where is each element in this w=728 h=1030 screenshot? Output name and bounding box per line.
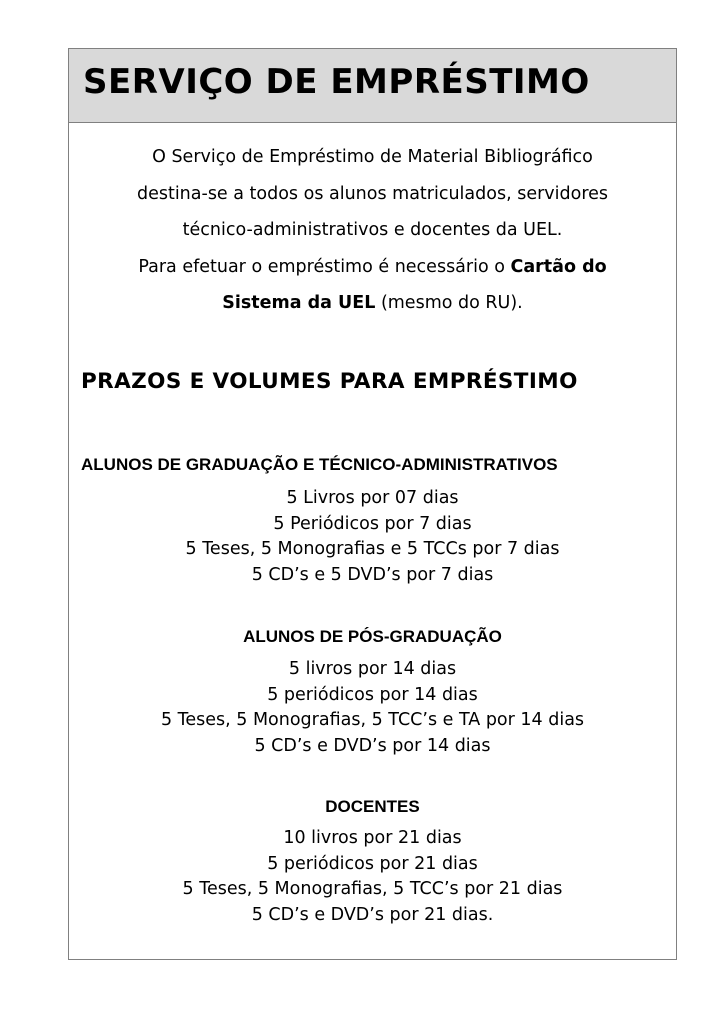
loan-rule: 5 periódicos por 14 dias <box>267 684 478 705</box>
intro-text: O Serviço de Empréstimo de Material Bibliográfico <box>152 147 593 167</box>
group-heading-faculty: DOCENTES <box>325 797 420 816</box>
loan-rule: 10 livros por 21 dias <box>283 828 462 848</box>
page-title: SERVIÇO DE EMPRÉSTIMO <box>83 62 590 102</box>
intro-line <box>69 285 676 322</box>
loan-rule: 5 Periódicos por 7 dias <box>273 513 472 534</box>
group-heading-graduation: ALUNOS DE GRADUAÇÃO E TÉCNICO-ADMINISTRATIVOS <box>81 455 558 474</box>
group-items-graduation <box>69 486 676 588</box>
loan-rule: 5 CD’s e DVD’s por 14 dias <box>254 735 491 756</box>
loan-rule: 5 CD’s e 5 DVD’s por 7 dias <box>251 564 494 585</box>
loan-rule: 5 livros por 14 dias <box>288 659 457 679</box>
card-name-bold: Sistema da UEL <box>222 293 376 313</box>
intro-line <box>69 249 676 286</box>
loan-rule: 5 Teses, 5 Monografias e 5 TCCs por 7 dias <box>185 539 560 559</box>
intro-text: (mesmo do RU). <box>375 293 523 313</box>
group-items-postgraduate <box>69 657 676 759</box>
intro-line <box>69 176 676 213</box>
document-frame <box>68 48 677 960</box>
group-heading-postgraduate: ALUNOS DE PÓS-GRADUAÇÃO <box>243 627 502 646</box>
intro-line <box>69 212 676 249</box>
loan-rule: 5 Livros por 07 dias <box>286 488 459 508</box>
title-band <box>69 49 676 123</box>
intro-text: Para efetuar o empréstimo é necessário o <box>138 256 511 277</box>
intro-text: destina-se a todos os alunos matriculados, servidores <box>136 183 609 204</box>
intro-paragraph <box>69 139 676 322</box>
section-heading: PRAZOS E VOLUMES PARA EMPRÉSTIMO <box>81 369 578 394</box>
intro-line <box>69 139 676 176</box>
group-items-faculty <box>69 826 676 928</box>
loan-rule: 5 Teses, 5 Monografias, 5 TCC’s e TA por 14 dias <box>160 710 585 730</box>
intro-text: técnico-administrativos e docentes da UEL. <box>182 220 563 240</box>
loan-rule: 5 CD’s e DVD’s por 21 dias. <box>251 904 494 925</box>
loan-rule: 5 periódicos por 21 dias <box>267 853 478 874</box>
card-name-bold: Cartão do <box>510 256 607 277</box>
loan-rule: 5 Teses, 5 Monografias, 5 TCC’s por 21 dias <box>182 879 563 899</box>
